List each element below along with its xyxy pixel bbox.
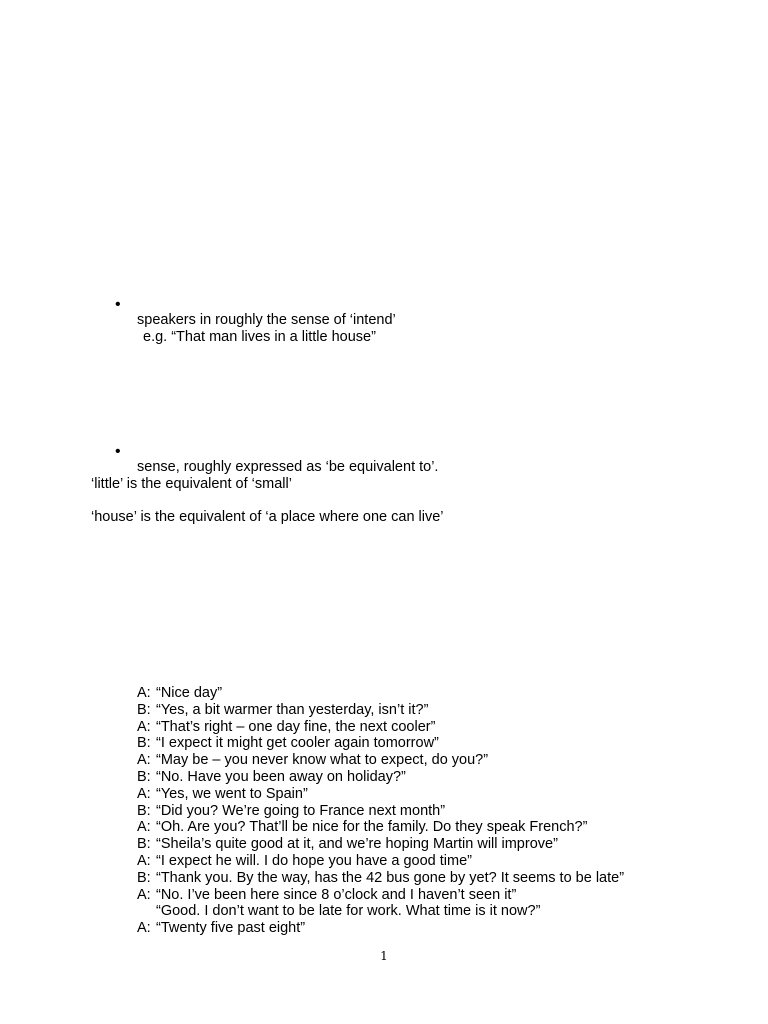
text-equivalent-definition: sense, roughly expressed as ‘be equivalent to’. <box>137 459 439 475</box>
dialogue-text: “Twenty five past eight” <box>156 920 306 937</box>
dialogue-line <box>137 887 624 904</box>
dialogue-line <box>137 752 624 769</box>
speaker-label: B: <box>137 768 151 785</box>
speaker-label: A: <box>137 819 151 836</box>
text-little-equivalent: ‘little’ is the equivalent of ‘small’ <box>91 476 292 492</box>
dialogue-line <box>137 903 624 920</box>
dialogue-text: “Sheila’s quite good at it, and we’re hoping Martin will improve” <box>156 836 558 853</box>
dialogue-line <box>137 853 624 870</box>
text-example-sentence: e.g. “That man lives in a little house” <box>143 329 376 345</box>
text-intend-definition: speakers in roughly the sense of ‘intend’ <box>137 312 396 328</box>
page-number: 1 <box>380 949 388 963</box>
dialogue-line <box>137 769 624 786</box>
dialogue-line <box>137 685 624 702</box>
speaker-label: B: <box>137 836 151 853</box>
speaker-label: A: <box>137 886 151 903</box>
dialogue-line <box>137 803 624 820</box>
speaker-label: B: <box>137 869 151 886</box>
dialogue-text: “Did you? We’re going to France next month” <box>156 802 446 819</box>
speaker-label: A: <box>137 718 151 735</box>
dialogue-line <box>137 719 624 736</box>
dialogue-text: “Oh. Are you? That’ll be nice for the family. Do they speak French?” <box>156 819 588 836</box>
dialogue-line <box>137 819 624 836</box>
dialogue-text: “I expect it might get cooler again tomorrow” <box>156 735 439 752</box>
dialogue-text: “Thank you. By the way, has the 42 bus gone by yet? It seems to be late” <box>156 869 625 886</box>
dialogue-line <box>137 786 624 803</box>
bullet-point-2: • <box>115 443 121 460</box>
speaker-label: A: <box>137 752 151 769</box>
speaker-label: B: <box>137 802 151 819</box>
speaker-label: B: <box>137 735 151 752</box>
dialogue-text: “Yes, we went to Spain” <box>156 785 308 802</box>
dialogue-text: “That’s right – one day fine, the next cooler” <box>156 718 436 735</box>
speaker-label: A: <box>137 852 151 869</box>
speaker-label: A: <box>137 785 151 802</box>
speaker-label: A: <box>137 685 151 701</box>
dialogue-text: “May be – you never know what to expect, do you?” <box>156 752 489 769</box>
dialogue-text: “Nice day” <box>156 685 223 701</box>
dialogue-list <box>137 685 624 937</box>
bullet-point-1: • <box>115 296 121 313</box>
dialogue-line <box>137 836 624 853</box>
dialogue-line <box>137 702 624 719</box>
dialogue-line <box>137 735 624 752</box>
dialogue-text: “I expect he will. I do hope you have a good time” <box>156 852 472 869</box>
dialogue-text: “No. Have you been away on holiday?” <box>156 768 406 785</box>
dialogue-text: “No. I’ve been here since 8 o’clock and I haven’t seen it” <box>156 886 517 903</box>
dialogue-line <box>137 920 624 937</box>
dialogue-line <box>137 870 624 887</box>
speaker-label: B: <box>137 701 151 718</box>
dialogue-text: “Good. I don’t want to be late for work. What time is it now?” <box>156 903 541 920</box>
text-house-equivalent: ‘house’ is the equivalent of ‘a place where one can live’ <box>91 509 444 525</box>
dialogue-text: “Yes, a bit warmer than yesterday, isn’t it?” <box>156 701 429 718</box>
speaker-label: A: <box>137 920 151 937</box>
